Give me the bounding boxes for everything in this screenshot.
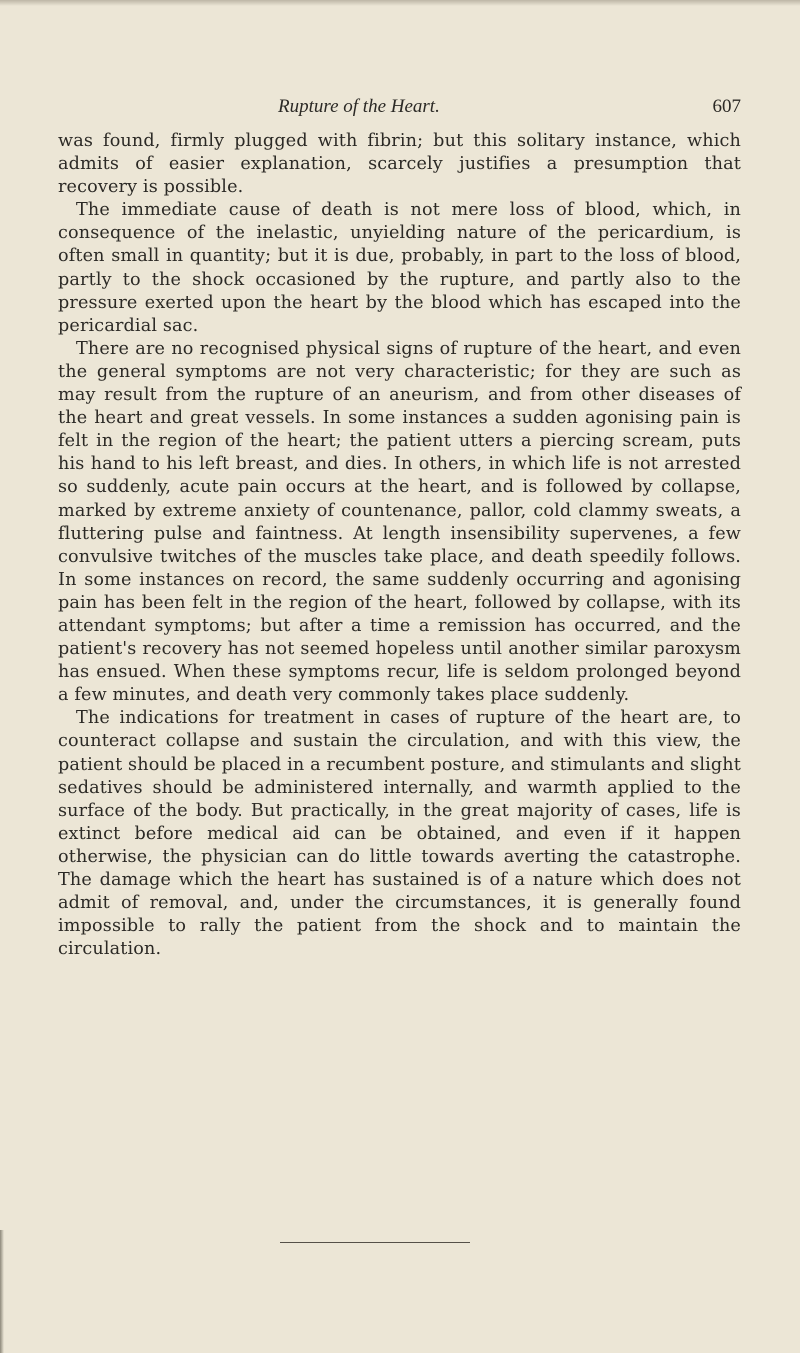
running-title: Rupture of the Heart. xyxy=(278,96,440,117)
paragraph-treatment: The indications for treatment in cases of rupture of the heart are, to counteract collapse and sustain the circulation, and with this view, the patient should be placed in a recumbent posture, and stimulants and slight sedatives should be administered internally, and warmth applied to the surface of the body. But practically, in the great majority of cases, life is extinct before medical aid can be obtained, and even if it happen otherwise, the physician can do little towards averting the catastrophe. The damage which the heart has sustained is of a nature which does not admit of removal, and, under the circumstances, it is generally found impossible to rally the patient from the shock and to maintain the circulation. xyxy=(58,708,741,960)
paragraph-symptoms: There are no recognised physical signs of rupture of the heart, and even the general symptoms are not very characteristic; for they are such as may result from the rupture of an aneurism, and from other diseases of the heart and great vessels. In some instances a sudden agonising pain is felt in the region of the heart; the patient utters a piercing scream, puts his hand to his left breast, and dies. In others, in which life is not arrested so suddenly, acute pain occurs at the heart, and is followed by collapse, marked by extreme anxiety of countenance, pallor, cold clammy sweats, a fluttering pulse and faintness. At length insensibility supervenes, a few convulsive twitches of the muscles take place, and death speedily follows. In some instances on record, the same suddenly occurring and agonising pain has been felt in the region of the heart, followed by collapse, with its attendant symptoms; but after a time a remission has occurred, and the patient's recovery has not seemed hopeless until another similar paroxysm has ensued. When these symptoms recur, life is seldom prolonged beyond a few minutes, and death very commonly takes place suddenly. xyxy=(58,338,741,706)
page-header xyxy=(58,96,741,124)
page-top-shadow xyxy=(0,0,800,6)
book-page xyxy=(58,96,741,961)
end-rule-divider xyxy=(280,1242,470,1243)
paragraph-cause-of-death: The immediate cause of death is not mere loss of blood, which, in consequence of the inelastic, unyielding nature of the pericardium, is often small in quantity; but it is due, probably, in part to the loss of blood, partly to the shock occasioned by the rupture, and partly also to the pressure exerted upon the heart by the blood which has escaped into the pericardial sac. xyxy=(58,200,741,336)
body-text xyxy=(58,130,741,961)
page-number: 607 xyxy=(712,96,741,117)
paragraph-continuation: was found, firmly plugged with fibrin; but this solitary instance, which admits of easier explanation, scarcely justifies a presumption that recovery is possible. xyxy=(58,131,741,198)
page-left-edge xyxy=(0,1230,4,1353)
